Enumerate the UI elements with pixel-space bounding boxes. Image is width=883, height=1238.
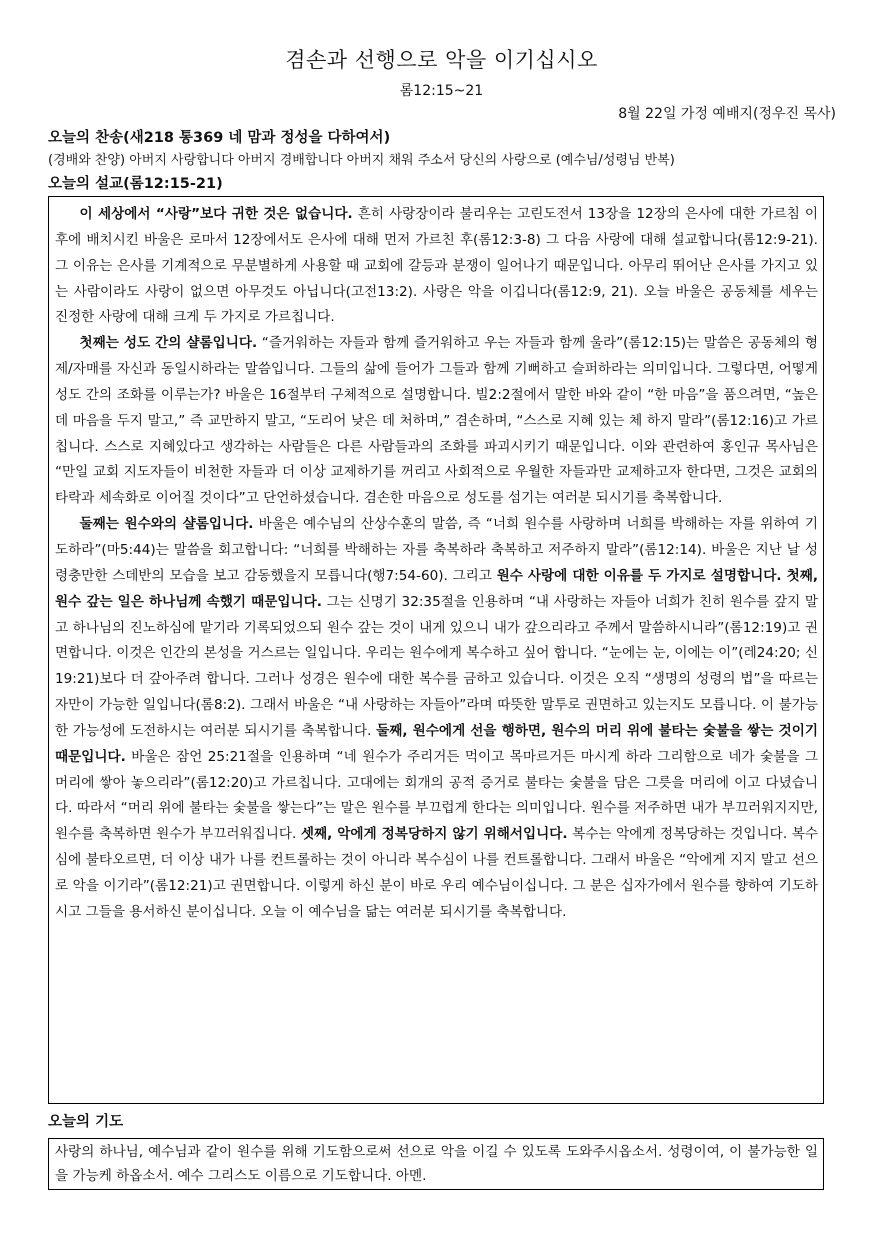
paragraph-3-bold-2: 둘째, 원수에게 선을 행하면, 원수의 머리 위에 불타는 숯불을 쌓는 것이기 때문입니다. [55,722,819,765]
paragraph-3-body-4: 복수는 악에게 정복당하는 것입니다. 복수심에 불타오르면, 더 이상 내가 나를 컨트롤하는 것이 아니라 복수심이 나를 컨트롤합니다. 그래서 바울은 “악에게 지지 말고 선으로 악을 이기라”(롬12:21)고 권면합니다. 이렇게 하신 분이 바로 우리 예수님이십니다. 그 분은 십자가에서 원수를 향하여 기도하시고 그들을 용서하신 분이십니다. 오늘 이 예수님을 닮는 여러분 되시기를 축복합니다. [55,826,818,920]
date-and-pastor: 8월 22일 가정 예배지(정우진 목사) [618,106,836,122]
hymn-text: (경배와 찬양) 아버지 사랑합니다 아버지 경배합니다 아버지 채워 주소서 당신의 사랑으로 (예수님/성령님 반복) [48,153,675,168]
page-title: 겸손과 선행으로 악을 이기십시오 [285,48,598,72]
paragraph-3-bold-1: 원수 사랑에 대한 이유를 두 가지로 설명합니다. 첫째, 원수 갚는 일은 하나님께 속했기 때문입니다. [55,567,819,610]
sermon-paragraph-3 [55,512,818,926]
paragraph-3-body-2: 그는 신명기 32:35절을 인용하며 “내 사랑하는 자들아 너희가 친히 원수를 갚지 말고 하나님의 진노하심에 맡기라 기록되었으되 원수 갚는 것이 내게 있으니 내가 갚으리라고 주께서 말씀하시니라”(롬12:19)고 권면합니다. 이것은 인간의 본성을 거스르는 일입니다. 우리는 원수에게 복수하고 싶어 합니다. “눈에는 눈, 이에는 이”(레24:20; 신19:21)보다 더 갚아주려 합니다. 그러나 성경은 원수에 대한 복수를 금하고 있습니다. 이것은 오직 “생명의 성령의 법”을 따르는 자만이 가능한 일입니다(롬8:2). 그래서 바울은 “내 사랑하는 자들아”라며 따뜻한 말투로 권면하고 있는지도 모릅니다. 이 불가능한 가능성에 도전하시는 여러분 되시기를 축복합니다. [55,593,819,739]
sermon-heading: 오늘의 설교(롬12:15-21) [48,176,223,192]
prayer-text: 사랑의 하나님, 예수님과 같이 원수를 위해 기도함으로써 선으로 악을 이길 수 있도록 도와주시옵소서. 성령이여, 이 불가능한 일을 가능케 하옵소서. 예수 그리스도 이름으로 기도합니다. 아멘. [55,1144,818,1184]
paragraph-2-lead: 첫째는 성도 간의 샬롬입니다. [79,335,258,352]
sermon-paragraph-2 [55,331,818,512]
prayer-box [48,1138,824,1190]
hymn-heading: 오늘의 찬송(새218 통369 네 맘과 정성을 다하여서) [48,130,391,146]
paragraph-3-lead: 둘째는 원수와의 샬롬입니다. [79,516,254,533]
paragraph-1-body: 흔히 사랑장이라 불리우는 고린도전서 13장을 12장의 은사에 대한 가르침 이후에 배치시킨 바울은 로마서 12장에서도 은사에 대해 먼저 가르친 후(롬12:3-8) 그 다음 사랑에 대해 설교합니다(롬12:9-21). 그 이유는 은사를 기계적으로 무분별하게 사용할 때 교회에 갈등과 분쟁이 일어나기 때문입니다. 아무리 뛰어난 은사를 가지고 있는 사람이라도 사랑이 없으면 아무것도 아닙니다(고전13:2). 사랑은 악을 이깁니다(롬12:9, 21). 오늘 바울은 공동체를 세우는 진정한 사랑에 대해 크게 두 가지로 가르칩니다. [55,206,818,326]
sermon-box [48,196,824,1104]
paragraph-3-bold-3: 셋째, 악에게 정복당하지 않기 위해서입니다. [300,826,568,843]
paragraph-1-lead: 이 세상에서 “사랑”보다 귀한 것은 없습니다. [79,206,353,222]
sermon-paragraph-1 [55,202,818,331]
prayer-heading: 오늘의 기도 [48,1114,124,1130]
paragraph-3-body-1: 바울은 예수님의 산상수훈의 말씀, 즉 “너희 원수를 사랑하며 너희를 박해하는 자를 위하여 기도하라”(마5:44)는 말씀을 회고합니다: “너희를 박해하는 자를 축복하라 축복하고 저주하지 말라”(롬12:14). 바울은 지난 날 성령충만한 스데반의 모습을 보고 감동했을지 모릅니다(행7:54-60). 그리고 [55,516,818,584]
scripture-reference: 롬12:15~21 [399,83,484,99]
paragraph-2-body: “즐거워하는 자들과 함께 즐거워하고 우는 자들과 함께 울라”(롬12:15)는 말씀은 공동체의 형제/자매를 자신과 동일시하라는 말씀입니다. 그들의 삶에 들어가 그들과 함께 기뻐하고 슬퍼하라는 의미입니다. 그렇다면, 어떻게 성도 간의 조화를 이루는가? 바울은 16절부터 구체적으로 설명합니다. 빌2:2절에서 말한 바와 같이 “한 마음”을 품으려면, “높은 데 마음을 두지 말고,” 즉 교만하지 말고, “도리어 낮은 데 처하며,” 겸손하며, “스스로 지혜 있는 체 하지 말라”(롬12:16)고 가르칩니다. 스스로 지혜있다고 생각하는 사람들은 다른 사람들과의 조화를 파괴시키기 때문입니다. 이와 관련하여 홍인규 목사님은 “만일 교회 지도자들이 비천한 자들과 더 이상 교제하기를 꺼리고 사회적으로 우월한 자들과만 교제하고자 한다면, 그것은 교회의 타락과 세속화로 이어질 것이다”고 단언하셨습니다. 겸손한 마음으로 성도를 섬기는 여러분 되시기를 축복합니다. [55,335,818,507]
paragraph-3-body-3: 바울은 잠언 25:21절을 인용하며 “네 원수가 주리거든 먹이고 목마르거든 마시게 하라 그리함으로 네가 숯불을 그 머리에 쌓아 놓으리라”(롬12:20)고 가르칩니다. 고대에는 회개의 공적 증거로 불타는 숯불을 담은 그릇을 머리에 이고 다녔습니다. 따라서 “머리 위에 불타는 숯불을 쌓는다”는 말은 원수를 부끄럽게 한다는 의미입니다. 원수를 저주하면 내가 부끄러워지지만, 원수를 축복하면 원수가 부끄러워집니다. [55,748,818,843]
